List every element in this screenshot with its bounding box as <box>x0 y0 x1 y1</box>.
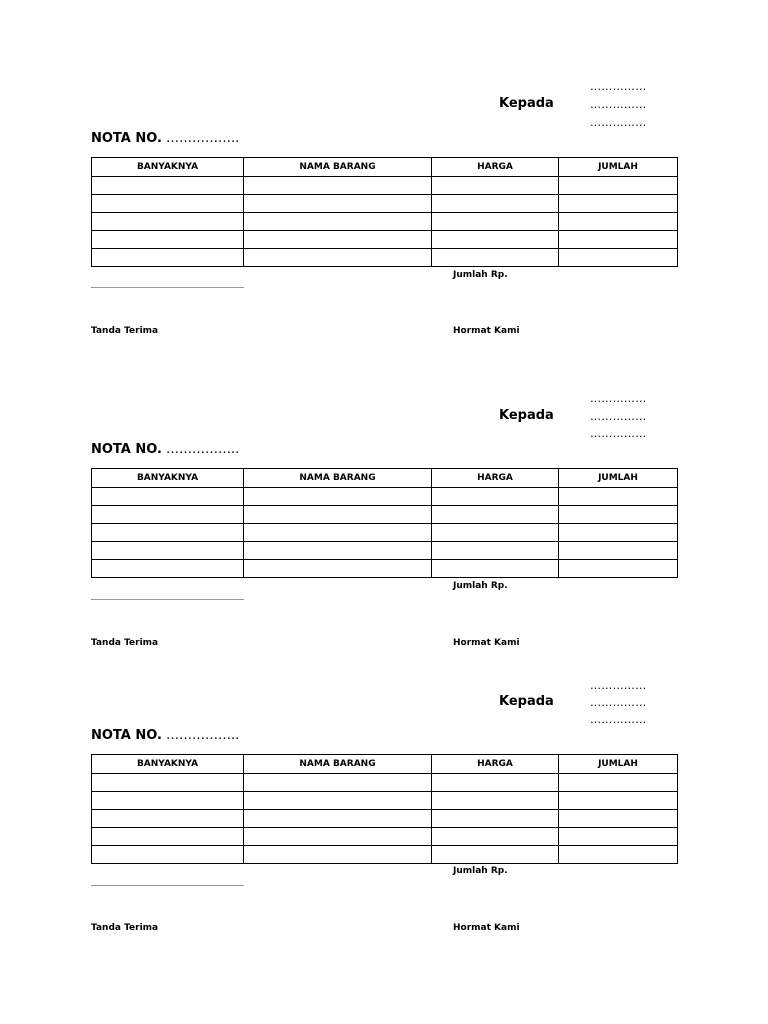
nota-number-label: NOTA NO. <box>91 131 162 146</box>
items-table <box>91 754 678 864</box>
table-cell <box>559 195 678 213</box>
table-cell <box>432 506 559 524</box>
table-cell <box>92 488 244 506</box>
signature-line <box>91 599 244 600</box>
nota-number-label: NOTA NO. <box>91 442 162 457</box>
table-header-row <box>92 755 678 774</box>
table-cell <box>92 846 244 864</box>
jumlah-rp-label: Jumlah Rp. <box>453 581 508 591</box>
table-cell <box>92 249 244 267</box>
table-cell <box>244 792 432 810</box>
col-header-harga: HARGA <box>432 469 559 488</box>
table-cell <box>432 828 559 846</box>
table-cell <box>244 506 432 524</box>
table-cell <box>432 213 559 231</box>
table-cell <box>559 560 678 578</box>
kepada-line-2: …………… <box>590 98 647 111</box>
table-cell <box>92 792 244 810</box>
nota-number-dots: …………….. <box>165 131 240 146</box>
kepada-line-2: …………… <box>590 696 647 709</box>
table-cell <box>432 846 559 864</box>
col-header-harga: HARGA <box>432 158 559 177</box>
table-row <box>92 560 678 578</box>
items-table <box>91 468 678 578</box>
col-header-jumlah: JUMLAH <box>559 755 678 774</box>
table-cell <box>432 177 559 195</box>
table-cell <box>244 213 432 231</box>
table-header-row <box>92 158 678 177</box>
table-row <box>92 828 678 846</box>
table-cell <box>92 213 244 231</box>
table-cell <box>92 542 244 560</box>
hormat-kami-label: Hormat Kami <box>453 638 520 648</box>
kepada-line-3: …………… <box>590 713 647 726</box>
table-cell <box>559 524 678 542</box>
table-cell <box>244 846 432 864</box>
kepada-line-1: …………… <box>590 679 647 692</box>
kepada-line-1: …………… <box>590 80 647 93</box>
table-cell <box>244 195 432 213</box>
table-cell <box>432 774 559 792</box>
hormat-kami-label: Hormat Kami <box>453 923 520 933</box>
jumlah-rp-label: Jumlah Rp. <box>453 270 508 280</box>
table-cell <box>432 249 559 267</box>
table-row <box>92 177 678 195</box>
table-row <box>92 231 678 249</box>
table-cell <box>92 560 244 578</box>
table-cell <box>559 213 678 231</box>
table-cell <box>244 524 432 542</box>
table-cell <box>244 828 432 846</box>
table-cell <box>559 542 678 560</box>
table-row <box>92 488 678 506</box>
table-cell <box>432 560 559 578</box>
table-cell <box>559 846 678 864</box>
table-cell <box>92 828 244 846</box>
table-cell <box>244 542 432 560</box>
table-cell <box>92 524 244 542</box>
col-header-banyaknya: BANYAKNYA <box>92 158 244 177</box>
table-cell <box>244 249 432 267</box>
table-cell <box>432 231 559 249</box>
table-row <box>92 542 678 560</box>
table-cell <box>432 810 559 828</box>
table-cell <box>432 488 559 506</box>
tanda-terima-label: Tanda Terima <box>91 326 159 336</box>
table-row <box>92 774 678 792</box>
table-row <box>92 846 678 864</box>
table-cell <box>244 560 432 578</box>
table-cell <box>244 488 432 506</box>
table-cell <box>559 774 678 792</box>
table-cell <box>92 810 244 828</box>
col-header-nama-barang: NAMA BARANG <box>244 755 432 774</box>
table-cell <box>559 810 678 828</box>
table-cell <box>92 231 244 249</box>
col-header-harga: HARGA <box>432 755 559 774</box>
col-header-nama-barang: NAMA BARANG <box>244 469 432 488</box>
nota-number <box>91 131 239 146</box>
table-row <box>92 195 678 213</box>
nota-number <box>91 442 239 457</box>
col-header-jumlah: JUMLAH <box>559 158 678 177</box>
kepada-line-1: …………… <box>590 392 647 405</box>
signature-line <box>91 885 244 886</box>
col-header-banyaknya: BANYAKNYA <box>92 755 244 774</box>
nota-number-dots: …………….. <box>165 442 240 457</box>
col-header-jumlah: JUMLAH <box>559 469 678 488</box>
table-header-row <box>92 469 678 488</box>
table-cell <box>559 231 678 249</box>
table-cell <box>559 792 678 810</box>
nota-number-label: NOTA NO. <box>91 728 162 743</box>
table-row <box>92 524 678 542</box>
table-cell <box>559 828 678 846</box>
jumlah-rp-label: Jumlah Rp. <box>453 866 508 876</box>
table-cell <box>244 231 432 249</box>
table-cell <box>559 177 678 195</box>
kepada-line-3: …………… <box>590 427 647 440</box>
tanda-terima-label: Tanda Terima <box>91 638 159 648</box>
table-cell <box>92 177 244 195</box>
table-cell <box>559 249 678 267</box>
table-cell <box>92 506 244 524</box>
table-cell <box>432 195 559 213</box>
table-cell <box>432 542 559 560</box>
nota-number-dots: …………….. <box>165 728 240 743</box>
table-cell <box>432 524 559 542</box>
signature-line <box>91 287 244 288</box>
table-row <box>92 506 678 524</box>
tanda-terima-label: Tanda Terima <box>91 923 159 933</box>
kepada-label: Kepada <box>499 96 554 111</box>
table-cell <box>432 792 559 810</box>
table-row <box>92 249 678 267</box>
col-header-banyaknya: BANYAKNYA <box>92 469 244 488</box>
kepada-line-2: …………… <box>590 410 647 423</box>
table-cell <box>92 774 244 792</box>
kepada-label: Kepada <box>499 408 554 423</box>
table-cell <box>244 774 432 792</box>
table-row <box>92 810 678 828</box>
table-row <box>92 792 678 810</box>
table-cell <box>244 177 432 195</box>
kepada-label: Kepada <box>499 694 554 709</box>
table-cell <box>559 506 678 524</box>
table-cell <box>559 488 678 506</box>
table-row <box>92 213 678 231</box>
nota-number <box>91 728 239 743</box>
items-table <box>91 157 678 267</box>
table-cell <box>92 195 244 213</box>
hormat-kami-label: Hormat Kami <box>453 326 520 336</box>
col-header-nama-barang: NAMA BARANG <box>244 158 432 177</box>
table-cell <box>244 810 432 828</box>
kepada-line-3: …………… <box>590 116 647 129</box>
